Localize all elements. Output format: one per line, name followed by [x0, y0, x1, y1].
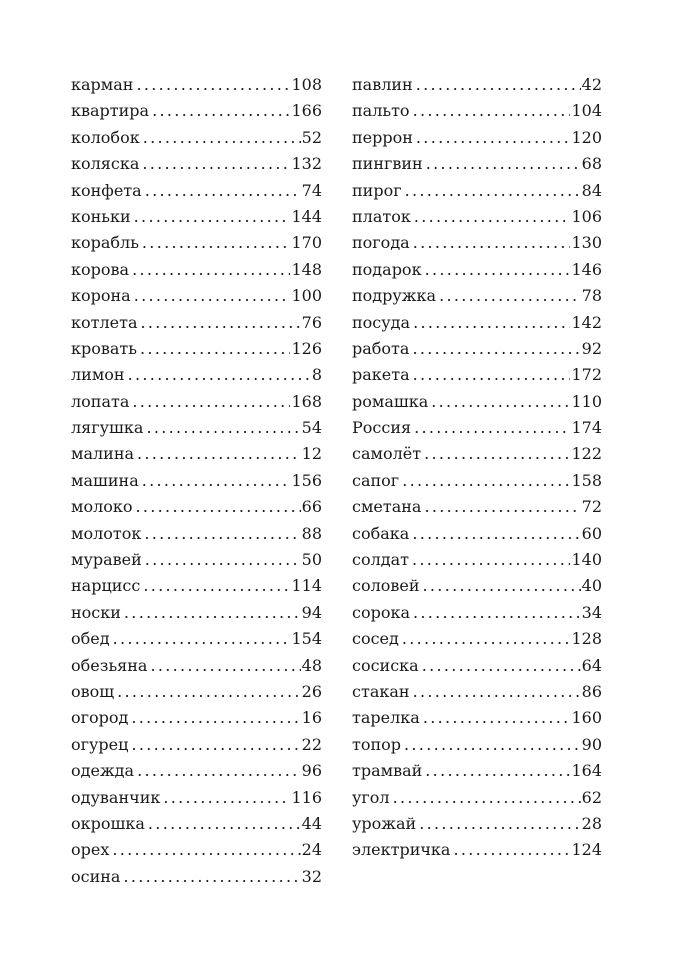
index-page-number: 100: [291, 286, 322, 306]
index-word: пингвин: [352, 154, 423, 174]
index-page-number: 130: [571, 233, 602, 253]
index-word: молоток: [71, 523, 142, 543]
index-word: карман: [71, 75, 134, 94]
index-entry: [352, 151, 602, 177]
dot-leader: [123, 864, 300, 890]
index-entry: [352, 653, 602, 679]
dot-leader: [414, 204, 571, 230]
dot-leader: [439, 283, 581, 309]
dot-leader: [131, 705, 300, 731]
dot-leader: [145, 547, 301, 573]
index-page-number: 42: [581, 75, 602, 94]
index-entry: [352, 72, 602, 98]
index-word: собака: [352, 523, 410, 543]
index-page-number: 154: [291, 629, 322, 649]
dot-leader: [419, 811, 580, 837]
index-page-number: 60: [581, 523, 602, 543]
index-entry: [352, 468, 602, 494]
index-entry: [71, 547, 322, 573]
dot-leader: [134, 204, 291, 230]
index-word: ракета: [352, 365, 410, 385]
index-page-number: 170: [291, 233, 322, 253]
dot-leader: [137, 758, 301, 784]
index-entry: [352, 389, 602, 415]
dot-leader: [132, 257, 290, 283]
index-page-number: 34: [581, 602, 602, 622]
index-word: машина: [71, 470, 139, 490]
index-word: работа: [352, 338, 410, 358]
index-page-number: 22: [301, 734, 322, 754]
index-word: угол: [352, 787, 390, 807]
index-word: окрошка: [71, 813, 145, 833]
dot-leader: [143, 573, 290, 599]
index-entry: [352, 547, 602, 573]
index-word: коньки: [71, 206, 131, 226]
index-entry: [352, 811, 602, 837]
index-word: электричка: [352, 840, 451, 860]
dot-leader: [413, 679, 581, 705]
dot-leader: [132, 389, 290, 415]
dot-leader: [113, 626, 291, 652]
dot-leader: [413, 310, 570, 336]
dot-leader: [142, 151, 290, 177]
index-page-number: 126: [291, 338, 322, 358]
index-entry: [352, 310, 602, 336]
index-page-number: 86: [581, 681, 602, 701]
dot-leader: [148, 811, 301, 837]
index-entry: [352, 626, 602, 652]
index-entry: [352, 441, 602, 467]
index-entry: [352, 178, 602, 204]
index-word: колобок: [71, 127, 140, 147]
index-word: огурец: [71, 734, 129, 754]
index-word: муравей: [71, 550, 142, 570]
index-page-number: 48: [301, 655, 322, 675]
index-entry: [71, 389, 322, 415]
index-entry: [352, 230, 602, 256]
index-entry: [71, 705, 322, 731]
dot-leader: [413, 98, 571, 124]
index-word: Россия: [352, 418, 412, 438]
index-page-number: 146: [571, 259, 602, 279]
index-page-number: 26: [301, 681, 322, 701]
index-entry: [71, 732, 322, 758]
index-page-number: 156: [291, 470, 322, 490]
index-entry: [71, 785, 322, 811]
index-entry: [71, 758, 322, 784]
index-word: одуванчик: [71, 787, 161, 807]
index-entry: [352, 257, 602, 283]
index-page-number: 40: [581, 576, 602, 596]
dot-leader: [402, 626, 571, 652]
dot-leader: [413, 600, 581, 626]
index-page-number: 64: [581, 655, 602, 675]
index-page-number: 62: [581, 787, 602, 807]
dot-leader: [393, 785, 581, 811]
index-word: малина: [71, 444, 135, 464]
index-page-number: 92: [581, 338, 602, 358]
index-page-number: 114: [291, 576, 322, 596]
index-word: пальто: [352, 101, 410, 121]
index-page-number: 172: [571, 365, 602, 385]
index-page-number: 110: [571, 391, 602, 411]
dot-leader: [412, 521, 580, 547]
index-entry: [71, 230, 322, 256]
index-page-number: 104: [571, 101, 602, 121]
index-word: котлета: [71, 312, 138, 332]
dot-leader: [137, 441, 301, 467]
index-word: корова: [71, 259, 130, 279]
index-word: урожай: [352, 813, 417, 833]
index-word: одежда: [71, 761, 135, 781]
index-entry: [71, 811, 322, 837]
index-word: сметана: [352, 497, 422, 517]
index-word: молоко: [71, 497, 133, 517]
dot-leader: [142, 468, 291, 494]
index-word: огород: [71, 708, 129, 728]
index-entry: [71, 151, 322, 177]
index-page-number: 8: [311, 365, 322, 385]
index-entry: [71, 653, 322, 679]
dot-leader: [142, 230, 291, 256]
index-word: нарцисс: [71, 576, 141, 596]
dot-leader: [413, 362, 571, 388]
index-word: лопата: [71, 391, 130, 411]
index-word: стакан: [352, 681, 410, 701]
index-word: самолёт: [352, 444, 422, 464]
index-word: квартира: [71, 101, 150, 121]
dot-leader: [150, 653, 300, 679]
dot-leader: [423, 573, 581, 599]
dot-leader: [422, 653, 581, 679]
dot-leader: [402, 468, 570, 494]
dot-leader: [425, 257, 571, 283]
index-entry: [352, 600, 602, 626]
index-entry: [71, 125, 322, 151]
index-page-number: 50: [301, 550, 322, 570]
index-word: осина: [71, 866, 121, 886]
index-entry: [352, 837, 602, 863]
index-entry: [352, 705, 602, 731]
index-page-number: 142: [571, 312, 602, 332]
index-page-number: 158: [571, 470, 602, 490]
index-word: ромашка: [352, 391, 429, 411]
index-page-number: 84: [581, 180, 602, 200]
index-word: кровать: [71, 338, 137, 358]
index-word: корабль: [71, 233, 139, 253]
index-page-number: 132: [291, 154, 322, 174]
index-word: посуда: [352, 312, 411, 332]
index-entry: [71, 72, 322, 98]
dot-leader: [424, 494, 580, 520]
index-page-number: 140: [571, 550, 602, 570]
dot-leader: [453, 837, 570, 863]
index-word: орех: [71, 840, 110, 860]
index-page-number: 96: [301, 761, 322, 781]
index-entry: [352, 204, 602, 230]
dot-leader: [163, 785, 290, 811]
dot-leader: [146, 415, 300, 441]
index-entry: [352, 573, 602, 599]
index-page-number: 44: [301, 813, 322, 833]
dot-leader: [136, 494, 301, 520]
index-page-number: 88: [301, 523, 322, 543]
dot-leader: [424, 441, 570, 467]
index-page-number: 128: [571, 629, 602, 649]
index-page-number: 24: [301, 840, 322, 860]
index-word: лягушка: [71, 418, 144, 438]
dot-leader: [425, 758, 570, 784]
dot-leader: [145, 178, 301, 204]
index-entry: [352, 415, 602, 441]
index-word: конфета: [71, 180, 142, 200]
index-word: носки: [71, 602, 121, 622]
index-entry: [71, 600, 322, 626]
index-page-number: 168: [291, 391, 322, 411]
index-page-number: 90: [581, 734, 602, 754]
index-word: обед: [71, 629, 110, 649]
index-page-number: 174: [571, 418, 602, 438]
dot-leader: [152, 98, 290, 124]
dot-leader: [412, 336, 580, 362]
index-entry: [71, 837, 322, 863]
index-entry: [352, 283, 602, 309]
dot-leader: [423, 705, 571, 731]
index-page-number: 52: [301, 127, 322, 147]
index-entry: [71, 441, 322, 467]
index-word: пирог: [352, 180, 402, 200]
index-word: платок: [352, 206, 411, 226]
index-page-number: 144: [291, 206, 322, 226]
index-page-number: 124: [571, 840, 602, 860]
index-word: сапог: [352, 470, 400, 490]
dot-leader: [124, 600, 301, 626]
index-column-left: [71, 72, 322, 890]
index-word: обезьяна: [71, 655, 148, 675]
dot-leader: [412, 547, 570, 573]
index-page-number: 12: [301, 444, 322, 464]
dot-leader: [416, 72, 581, 98]
index-entry: [352, 98, 602, 124]
index-word: лимон: [71, 365, 125, 385]
dot-leader: [404, 732, 581, 758]
index-word: подружка: [352, 286, 437, 306]
index-entry: [352, 521, 602, 547]
dot-leader: [143, 125, 301, 151]
index-column-right: [352, 72, 602, 864]
index-page-number: 122: [571, 444, 602, 464]
index-word: павлин: [352, 75, 413, 94]
dot-leader: [140, 336, 290, 362]
index-entry: [71, 521, 322, 547]
index-page-number: 68: [581, 154, 602, 174]
index-page-number: 66: [301, 497, 322, 517]
index-word: коляска: [71, 154, 140, 174]
dot-leader: [416, 125, 571, 151]
index-word: сосиска: [352, 655, 419, 675]
index-word: погода: [352, 233, 410, 253]
dot-leader: [405, 178, 581, 204]
dot-leader: [128, 362, 311, 388]
index-page-number: 116: [291, 787, 322, 807]
index-entry: [71, 626, 322, 652]
dot-leader: [414, 415, 570, 441]
dot-leader: [134, 283, 291, 309]
index-word: корона: [71, 286, 131, 306]
index-entry: [71, 679, 322, 705]
index-page-number: 76: [301, 312, 322, 332]
index-page-number: 74: [301, 180, 322, 200]
dot-leader: [431, 389, 570, 415]
index-entry: [71, 468, 322, 494]
index-entry: [71, 257, 322, 283]
index-page-number: 166: [291, 101, 322, 121]
index-page-number: 160: [571, 708, 602, 728]
dot-leader: [131, 732, 300, 758]
index-entry: [71, 573, 322, 599]
index-entry: [352, 758, 602, 784]
index-entry: [71, 204, 322, 230]
index-entry: [352, 732, 602, 758]
dot-leader: [141, 310, 301, 336]
index-entry: [352, 679, 602, 705]
index-entry: [71, 283, 322, 309]
index-entry: [71, 178, 322, 204]
dot-leader: [426, 151, 581, 177]
index-entry: [352, 362, 602, 388]
index-entry: [71, 415, 322, 441]
index-page-number: 72: [581, 497, 602, 517]
dot-leader: [112, 837, 300, 863]
index-entry: [352, 336, 602, 362]
dot-leader: [413, 230, 571, 256]
index-entry: [71, 310, 322, 336]
dot-leader: [117, 679, 300, 705]
index-page-number: 120: [571, 127, 602, 147]
index-word: топор: [352, 734, 402, 754]
index-page-number: 148: [291, 259, 322, 279]
index-page-number: 164: [571, 761, 602, 781]
index-entry: [71, 864, 322, 890]
index-page-number: 94: [301, 602, 322, 622]
index-entry: [71, 494, 322, 520]
index-word: подарок: [352, 259, 422, 279]
index-page-number: 28: [581, 813, 602, 833]
index-page-number: 32: [301, 866, 322, 886]
dot-leader: [136, 72, 290, 98]
index-word: овощ: [71, 681, 115, 701]
index-entry: [71, 98, 322, 124]
index-entry: [71, 336, 322, 362]
index-entry: [71, 362, 322, 388]
index-word: солдат: [352, 550, 409, 570]
index-entry: [352, 125, 602, 151]
index-word: тарелка: [352, 708, 420, 728]
index-entry: [352, 785, 602, 811]
index-page-number: 78: [581, 286, 602, 306]
dot-leader: [144, 521, 300, 547]
index-word: сорока: [352, 602, 411, 622]
index-page-number: 54: [301, 418, 322, 438]
index-word: перрон: [352, 127, 413, 147]
index-word: сосед: [352, 629, 399, 649]
index-entry: [352, 494, 602, 520]
index-word: трамвай: [352, 761, 423, 781]
index-page-number: 108: [291, 75, 322, 94]
index-page-number: 16: [301, 708, 322, 728]
index-word: соловей: [352, 576, 420, 596]
index-page-number: 106: [571, 206, 602, 226]
